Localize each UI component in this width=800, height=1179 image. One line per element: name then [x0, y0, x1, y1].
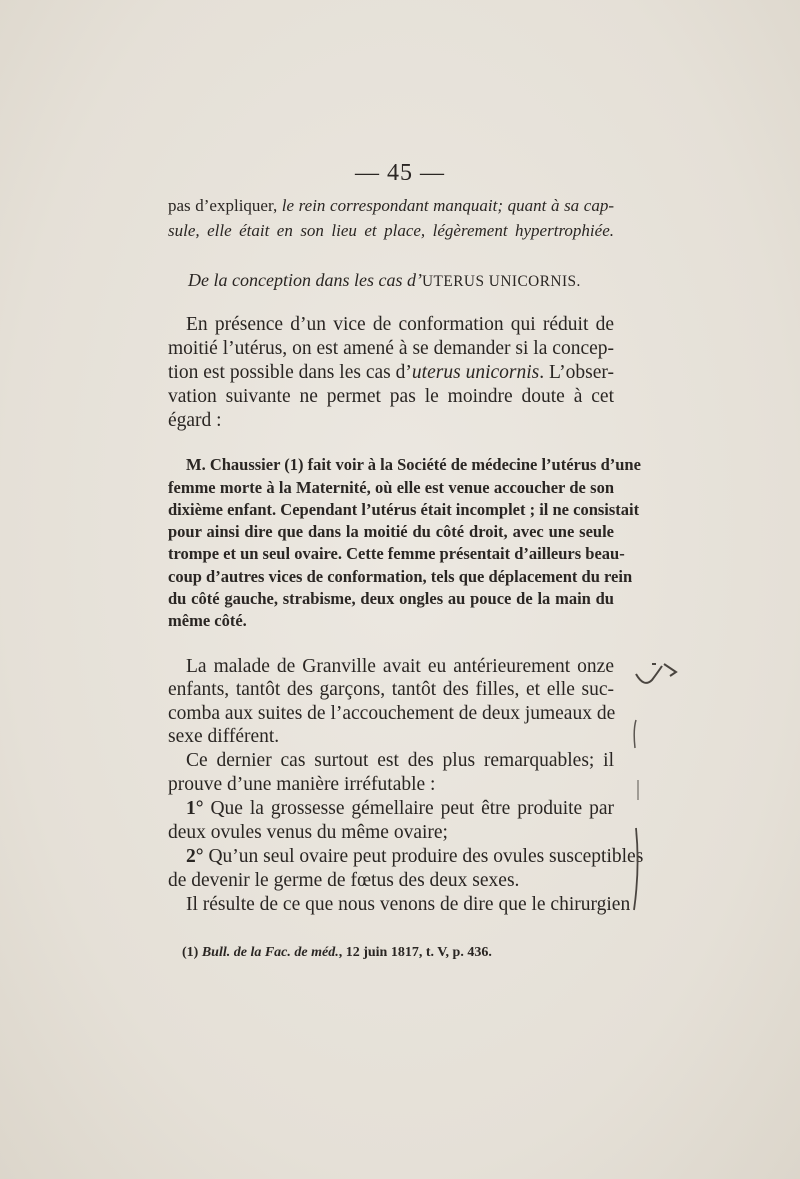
paragraph-italic: uterus unicornis: [411, 362, 540, 383]
paragraph-line: égard :: [168, 410, 222, 431]
paragraph-line: En présence d’un vice de conformation qui réduit de: [186, 314, 614, 335]
heading-caps: UTERUS UNICORNIS.: [421, 273, 581, 290]
footnote-text: , 12 juin 1817, t. V, p. 436.: [338, 945, 492, 960]
quote-line: même côté.: [168, 611, 247, 630]
paragraph-line: La malade de Granville avait eu antérieurement onze: [186, 656, 614, 677]
paragraph-text: . L’obser-: [539, 362, 614, 383]
pencil-squiggle: [636, 666, 662, 683]
pencil-bracket: [634, 828, 638, 910]
continuation-line-2: sule, elle était en son lieu et place, légèrement hypertrophiée.: [168, 221, 614, 240]
paragraph-line: sexe différent.: [168, 726, 280, 747]
footnote-source: Bull. de la Fac. de méd.: [201, 945, 339, 960]
paragraph-line: Ce dernier cas surtout est des plus remarquables; il: [186, 750, 614, 771]
list-item-1-cont: deux ovules venus du même ovaire;: [168, 822, 448, 843]
paragraph-line: moitié l’utérus, on est amené à se demander si la concep-: [168, 338, 614, 359]
paragraph-line: vation suivante ne permet pas le moindre doute à cet: [168, 386, 614, 407]
pencil-stroke: [634, 720, 636, 748]
paragraph-line: prouve d’une manière irréfutable :: [168, 774, 436, 795]
footnote-number: (1): [182, 945, 202, 960]
quote-line: du côté gauche, strabisme, deux ongles au pouce de la main du: [168, 589, 614, 608]
paragraph-line: enfants, tantôt des garçons, tantôt des filles, et elle suc-: [168, 679, 614, 700]
quote-line: pour ainsi dire que dans la moitié du côté droit, avec une seule: [168, 522, 614, 541]
quote-line: dixième enfant. Cependant l’utérus était incomplet ; il ne consistait: [168, 500, 640, 519]
list-text: Que la grossesse gémellaire peut être produite par: [203, 798, 614, 819]
list-number: 2°: [186, 846, 204, 867]
list-number: 1°: [186, 798, 204, 819]
continuation-italic: le rein correspondant manquait; quant à sa cap-: [281, 196, 614, 215]
continuation-text: pas d’expliquer,: [168, 196, 282, 215]
paragraph-text: tion est possible dans les cas d’: [168, 362, 412, 383]
page-number: — 45 —: [355, 160, 445, 186]
quote-line: coup d’autres vices de conformation, tels que déplacement du rein: [168, 567, 633, 586]
paragraph-line: comba aux suites de l’accouchement de deux jumeaux de: [168, 703, 616, 724]
quote-line: femme morte à la Maternité, où elle est venue accoucher de son: [168, 478, 614, 497]
list-text: Qu’un seul ovaire peut produire des ovules susceptibles: [203, 846, 644, 867]
quote-line: trompe et un seul ovaire. Cette femme présentait d’ailleurs beau-: [168, 544, 625, 563]
paragraph-line: Il résulte de ce que nous venons de dire que le chirurgien: [186, 894, 631, 915]
quote-line: M. Chaussier (1) fait voir à la Société de médecine l’utérus d’une: [186, 455, 641, 474]
list-item-2-cont: de devenir le germe de fœtus des deux sexes.: [168, 870, 520, 891]
heading-italic: De la conception dans les cas d’: [188, 270, 422, 290]
